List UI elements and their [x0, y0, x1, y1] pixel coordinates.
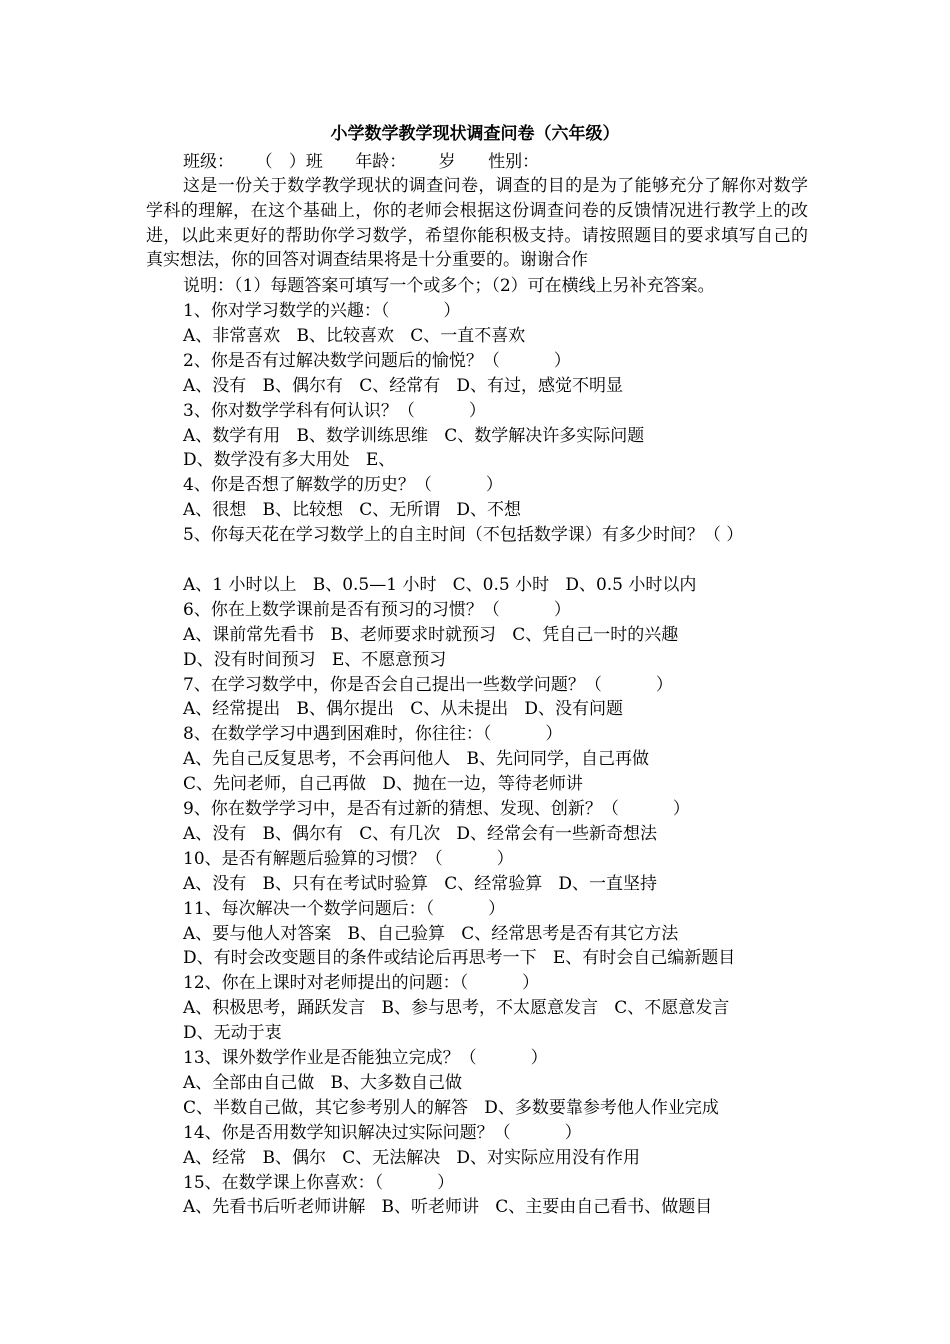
question-3-options-2: D、数学没有多大用处 E、: [183, 450, 396, 471]
question-9: 9、你在数学学习中，是否有过新的猜想、发现、创新？（ ）: [183, 799, 690, 819]
student-info-line: 班级： （ ）班 年龄： 岁 性别：: [183, 152, 540, 172]
question-10: 10、是否有解题后验算的习惯？（ ）: [183, 848, 514, 869]
question-7: 7、在学习数学中，你是否会自己提出一些数学问题？（ ）: [183, 674, 673, 695]
question-6: 6、你在上数学课前是否有预习的习惯？（ ）: [183, 599, 571, 620]
question-2-options-1: A、没有 B、偶尔有 C、经常有 D、有过，感觉不明显: [183, 375, 624, 396]
question-6-options-2: D、没有时间预习 E、不愿意预习: [183, 649, 447, 670]
question-15: 15、在数学课上你喜欢：（ ）: [183, 1172, 455, 1193]
question-2: 2、你是否有过解决数学问题后的愉悦？（ ）: [183, 350, 571, 371]
question-8: 8、在数学学习中遇到困难时，你往往：（ ）: [183, 724, 563, 745]
intro-paragraph: 这是一份关于数学教学现状的调查问卷，调查的目的是为了能够充分了解你对数学学科的理解，在这个基础上，你的老师会根据这份调查问卷的反馈情况进行教学上的改进，以此来更好的帮助你学习数学，希望你能积极支持。请按照题目的要求填写自己的真实想法，你的回答对调查结果将是十分重要的。谢谢合作: [146, 176, 808, 271]
question-13: 13、课外数学作业是否能独立完成？（ ）: [183, 1048, 548, 1068]
question-5-options-1: A、1 小时以上 B、0.5—1 小时 C、0.5 小时 D、0.5 小时以内: [183, 574, 697, 595]
question-11-options-1: A、要与他人对答案 B、自己验算 C、经常思考是否有其它方法: [183, 923, 679, 944]
question-6-options-1: A、课前常先看书 B、老师要求时就预习 C、凭自己一时的兴趣: [183, 624, 679, 645]
question-4: 4、你是否想了解数学的历史？（ ）: [183, 475, 503, 496]
question-14-options-1: A、经常 B、偶尔 C、无法解决 D、对实际应用没有作用: [183, 1147, 641, 1168]
question-7-options-1: A、经常提出 B、偶尔提出 C、从未提出 D、没有问题: [183, 699, 624, 720]
question-3: 3、你对数学学科有何认识？（ ）: [183, 400, 486, 421]
question-1-options-1: A、非常喜欢 B、比较喜欢 C、一直不喜欢: [183, 325, 526, 346]
question-14: 14、你是否用数学知识解决过实际问题？（ ）: [183, 1122, 582, 1143]
question-1: 1、你对学习数学的兴趣：（ ）: [183, 301, 461, 321]
question-9-options-1: A、没有 B、偶尔有 C、有几次 D、经常会有一些新奇想法: [183, 823, 658, 844]
question-13-options-2: C、半数自己做，其它参考别人的解答 D、多数要靠参考他人作业完成: [183, 1097, 719, 1118]
question-3-options-1: A、数学有用 B、数学训练思维 C、数学解决许多实际问题: [183, 425, 645, 446]
question-5: 5、你每天花在学习数学上的自主时间（不包括数学课）有多少时间？（ ）: [183, 525, 744, 546]
page-title: 小学数学教学现状调查问卷（六年级）: [330, 124, 620, 144]
question-12-options-2: D、无动于衷: [183, 1023, 282, 1044]
question-8-options-1: A、先自己反复思考，不会再问他人 B、先问同学，自己再做: [183, 749, 649, 770]
instructions-line: 说明：（1）每题答案可填写一个或多个；（2）可在横线上另补充答案。: [183, 276, 715, 296]
question-4-options-1: A、很想 B、比较想 C、无所谓 D、不想: [183, 500, 522, 521]
question-10-options-1: A、没有 B、只有在考试时验算 C、经常验算 D、一直坚持: [183, 873, 658, 894]
question-11-options-2: D、有时会改变题目的条件或结论后再思考一下 E、有时会自己编新题目: [183, 948, 736, 969]
question-11: 11、每次解决一个数学问题后：（ ）: [183, 898, 506, 919]
question-12: 12、你在上课时对老师提出的问题：（ ）: [183, 973, 540, 994]
question-13-options-1: A、全部由自己做 B、大多数自己做: [183, 1072, 462, 1093]
question-8-options-2: C、先问老师，自己再做 D、抛在一边，等待老师讲: [183, 774, 583, 795]
question-15-options-1: A、先看书后听老师讲解 B、听老师讲 C、主要由自己看书、做题目: [183, 1197, 713, 1218]
question-12-options-1: A、积极思考，踊跃发言 B、参与思考，不太愿意发言 C、不愿意发言: [183, 998, 730, 1019]
